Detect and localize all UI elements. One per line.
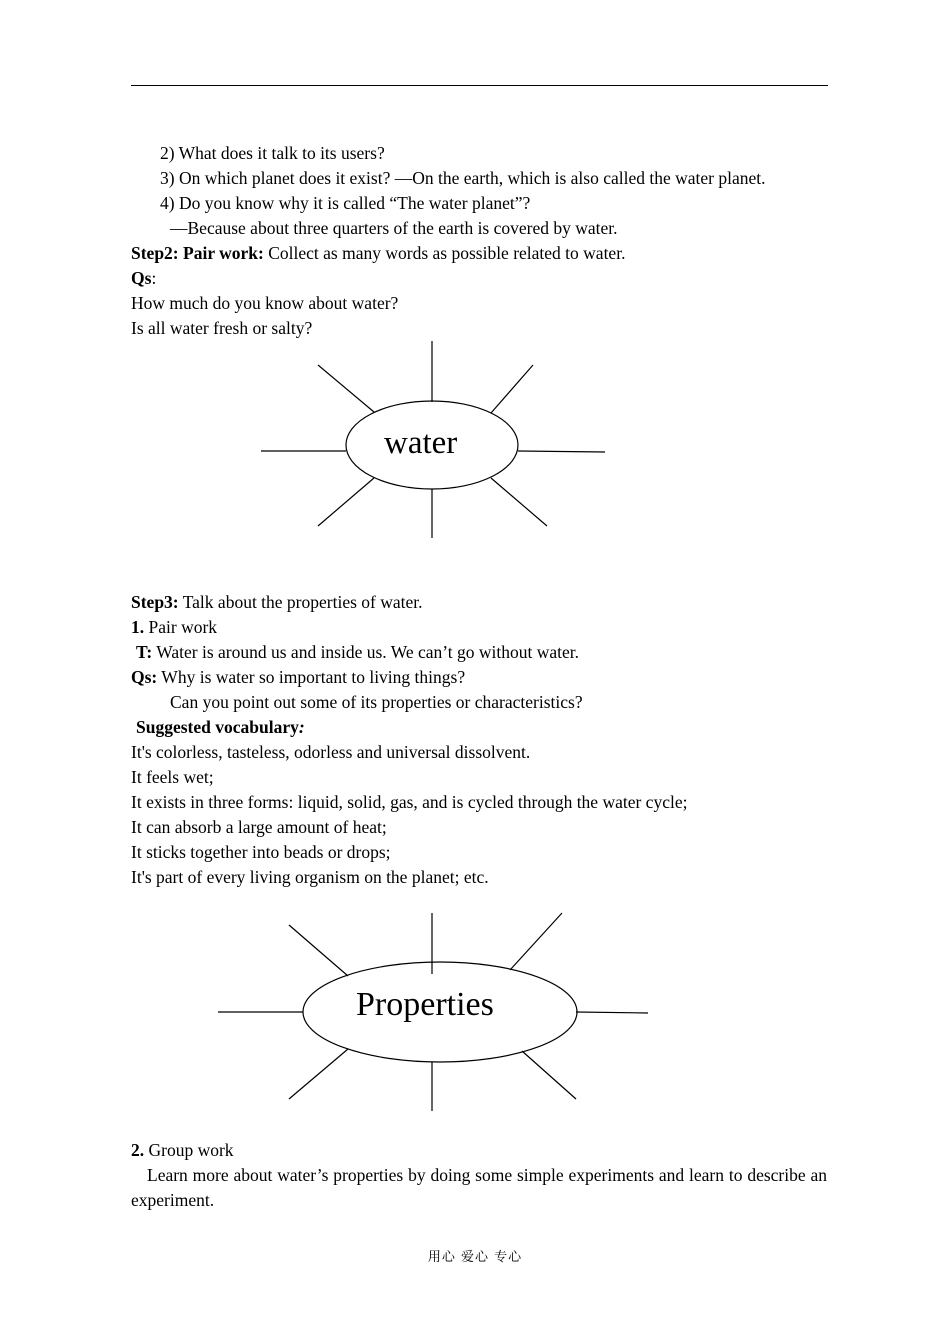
spoke-top-left [289,925,348,976]
group-work-paragraph: Learn more about water’s properties by doing some simple experiments and learn to describe an experiment. [131,1165,827,1210]
group-work-number: 2. [131,1140,145,1160]
spoke-top-left [318,365,374,412]
spoke-top-right [491,365,533,413]
spoke-bottom-right [522,1051,576,1099]
step2-qs-colon: : [151,268,157,288]
spoke-right [518,451,605,452]
vocab-item: It's colorless, tasteless, odorless and universal dissolvent. [131,742,531,762]
pair-work-text: Pair work [144,617,218,637]
spoke-bottom-left [318,478,374,526]
question-2: 2) What does it talk to its users? [160,143,385,163]
question-4-answer: —Because about three quarters of the earth is covered by water. [170,218,618,238]
spoke-right [576,1012,648,1013]
properties-label: Properties [356,986,494,1023]
spoke-bottom-left [289,1049,348,1099]
pair-work-number: 1. [131,617,145,637]
teacher-line [136,640,579,665]
vocab-colon: : [298,717,305,737]
step3-qs-line [131,665,465,690]
page-footer: 用心 爱心 专心 [427,1250,523,1265]
vocab-item: It exists in three forms: liquid, solid, gas, and is cycled through the water cycle; [131,792,688,812]
step3-qs-text-2: Can you point out some of its properties or characteristics? [170,692,583,712]
step2-label: Step2: Pair work: [131,243,264,263]
teacher-label: T: [136,642,153,662]
vocab-item: It sticks together into beads or drops; [131,842,391,862]
vocab-label: Suggested vocabulary [136,717,299,737]
step2-text: Collect as many words as possible related to water. [263,243,626,263]
spoke-top-right [510,913,562,970]
step2-question-1: How much do you know about water? [131,293,399,313]
vocab-item: It feels wet; [131,767,214,787]
step3-label: Step3: [131,592,179,612]
teacher-text: Water is around us and inside us. We can’t go without water. [152,642,580,662]
step3-text: Talk about the properties of water. [178,592,423,612]
vocab-heading [136,715,305,740]
step2-question-2: Is all water fresh or salty? [131,318,313,338]
step3-line [131,590,423,615]
vocab-item: It can absorb a large amount of heat; [131,817,387,837]
spoke-bottom-right [491,478,547,526]
step2-qs-label: Qs [131,268,152,288]
step3-qs-text: Why is water so important to living things? [157,667,466,687]
pair-work-line [131,615,217,640]
group-work-line [131,1138,234,1163]
water-label: water [384,425,458,461]
group-work-text: Group work [144,1140,234,1160]
step3-qs-label: Qs: [131,667,158,687]
question-4: 4) Do you know why it is called “The water planet”? [160,193,531,213]
question-3: 3) On which planet does it exist? —On the earth, which is also called the water planet. [160,168,766,188]
vocab-item: It's part of every living organism on the planet; etc. [131,867,489,887]
